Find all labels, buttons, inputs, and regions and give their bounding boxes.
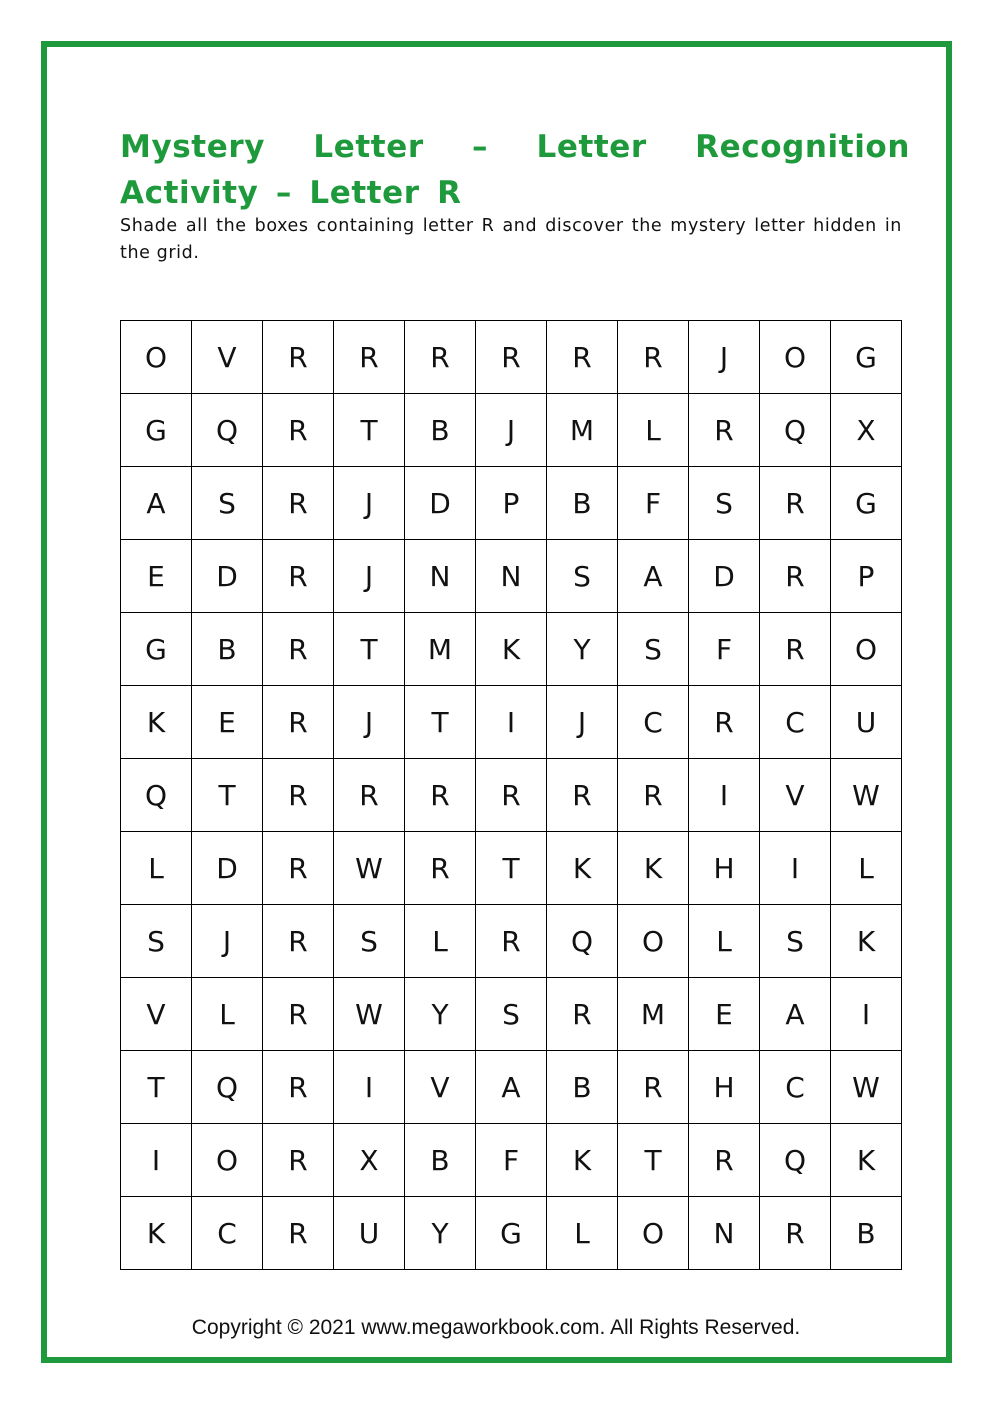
grid-cell[interactable]: R bbox=[618, 321, 689, 394]
grid-row bbox=[121, 394, 902, 467]
grid-cell[interactable]: S bbox=[334, 905, 405, 978]
grid-cell[interactable]: R bbox=[476, 759, 547, 832]
grid-cell[interactable]: R bbox=[263, 832, 334, 905]
grid-row bbox=[121, 905, 902, 978]
grid-cell[interactable]: V bbox=[192, 321, 263, 394]
grid-cell[interactable]: J bbox=[192, 905, 263, 978]
grid-cell[interactable]: R bbox=[334, 321, 405, 394]
grid-row bbox=[121, 321, 902, 394]
grid-cell[interactable]: J bbox=[476, 394, 547, 467]
grid-cell[interactable]: O bbox=[618, 1197, 689, 1270]
grid-cell[interactable]: E bbox=[192, 686, 263, 759]
grid-cell[interactable]: R bbox=[263, 1197, 334, 1270]
grid-cell[interactable]: L bbox=[405, 905, 476, 978]
grid-cell[interactable]: U bbox=[334, 1197, 405, 1270]
grid-cell[interactable]: D bbox=[192, 540, 263, 613]
grid-cell[interactable]: I bbox=[689, 759, 760, 832]
grid-cell[interactable]: H bbox=[689, 1051, 760, 1124]
grid-cell[interactable]: K bbox=[547, 832, 618, 905]
grid-cell[interactable]: G bbox=[831, 467, 902, 540]
grid-cell[interactable]: O bbox=[760, 321, 831, 394]
grid-row bbox=[121, 613, 902, 686]
grid-cell[interactable]: G bbox=[121, 613, 192, 686]
grid-cell[interactable]: L bbox=[547, 1197, 618, 1270]
grid-cell[interactable]: R bbox=[689, 1124, 760, 1197]
grid-cell[interactable]: I bbox=[334, 1051, 405, 1124]
grid-cell[interactable]: Q bbox=[760, 1124, 831, 1197]
grid-cell[interactable]: M bbox=[547, 394, 618, 467]
grid-cell[interactable]: Q bbox=[192, 394, 263, 467]
grid-cell[interactable]: J bbox=[334, 686, 405, 759]
grid-row bbox=[121, 686, 902, 759]
grid-cell[interactable]: R bbox=[263, 759, 334, 832]
grid-cell[interactable]: R bbox=[263, 394, 334, 467]
grid-cell[interactable]: R bbox=[689, 686, 760, 759]
grid-cell[interactable]: C bbox=[760, 1051, 831, 1124]
grid-cell[interactable]: R bbox=[263, 467, 334, 540]
grid-cell[interactable]: R bbox=[263, 905, 334, 978]
grid-row bbox=[121, 832, 902, 905]
grid-cell[interactable]: C bbox=[192, 1197, 263, 1270]
grid-cell[interactable]: R bbox=[263, 321, 334, 394]
grid-cell[interactable]: X bbox=[334, 1124, 405, 1197]
grid-cell[interactable]: M bbox=[618, 978, 689, 1051]
grid-cell[interactable]: G bbox=[831, 321, 902, 394]
grid-cell[interactable]: A bbox=[476, 1051, 547, 1124]
grid-cell[interactable]: W bbox=[831, 759, 902, 832]
grid-cell[interactable]: O bbox=[121, 321, 192, 394]
grid-cell[interactable]: J bbox=[334, 540, 405, 613]
grid-cell[interactable]: R bbox=[547, 321, 618, 394]
grid-cell[interactable]: I bbox=[831, 978, 902, 1051]
grid-cell[interactable]: T bbox=[405, 686, 476, 759]
grid-row bbox=[121, 467, 902, 540]
grid-cell[interactable]: E bbox=[689, 978, 760, 1051]
grid-cell[interactable]: B bbox=[405, 1124, 476, 1197]
grid-cell[interactable]: F bbox=[689, 613, 760, 686]
grid-cell[interactable]: O bbox=[831, 613, 902, 686]
grid-cell[interactable]: S bbox=[476, 978, 547, 1051]
grid-row bbox=[121, 1197, 902, 1270]
grid-cell[interactable]: C bbox=[618, 686, 689, 759]
grid-cell[interactable]: I bbox=[476, 686, 547, 759]
grid-cell[interactable]: L bbox=[121, 832, 192, 905]
grid-cell[interactable]: P bbox=[831, 540, 902, 613]
copyright-footer: Copyright © 2021 www.megaworkbook.com. All Rights Reserved. bbox=[191, 1316, 801, 1339]
grid-cell[interactable]: R bbox=[476, 905, 547, 978]
grid-cell[interactable]: N bbox=[405, 540, 476, 613]
grid-cell[interactable]: M bbox=[405, 613, 476, 686]
grid-cell[interactable]: B bbox=[547, 467, 618, 540]
grid-cell[interactable]: D bbox=[405, 467, 476, 540]
grid-cell[interactable]: S bbox=[689, 467, 760, 540]
grid-cell[interactable]: R bbox=[263, 978, 334, 1051]
grid-row bbox=[121, 759, 902, 832]
grid-cell[interactable]: Q bbox=[192, 1051, 263, 1124]
grid-cell[interactable]: B bbox=[831, 1197, 902, 1270]
grid-cell[interactable]: A bbox=[121, 467, 192, 540]
grid-cell[interactable]: D bbox=[192, 832, 263, 905]
grid-cell[interactable]: R bbox=[263, 1051, 334, 1124]
letter-grid bbox=[120, 320, 902, 1270]
grid-cell[interactable]: G bbox=[121, 394, 192, 467]
grid-cell[interactable]: F bbox=[476, 1124, 547, 1197]
grid-cell[interactable]: H bbox=[689, 832, 760, 905]
grid-cell[interactable]: I bbox=[121, 1124, 192, 1197]
grid-cell[interactable]: W bbox=[831, 1051, 902, 1124]
grid-cell[interactable]: W bbox=[334, 978, 405, 1051]
grid-cell[interactable]: L bbox=[192, 978, 263, 1051]
grid-cell[interactable]: R bbox=[263, 686, 334, 759]
grid-cell[interactable]: U bbox=[831, 686, 902, 759]
grid-cell[interactable]: T bbox=[192, 759, 263, 832]
grid-cell[interactable]: J bbox=[334, 467, 405, 540]
grid-cell[interactable]: R bbox=[334, 759, 405, 832]
grid-row bbox=[121, 978, 902, 1051]
grid-cell[interactable]: W bbox=[334, 832, 405, 905]
grid-cell[interactable]: K bbox=[121, 1197, 192, 1270]
grid-cell[interactable]: A bbox=[618, 540, 689, 613]
grid-cell[interactable]: O bbox=[192, 1124, 263, 1197]
grid-cell[interactable]: Q bbox=[121, 759, 192, 832]
grid-cell[interactable]: K bbox=[831, 1124, 902, 1197]
grid-cell[interactable]: T bbox=[334, 613, 405, 686]
grid-cell[interactable]: N bbox=[689, 1197, 760, 1270]
grid-cell[interactable]: R bbox=[405, 832, 476, 905]
grid-cell[interactable]: N bbox=[476, 540, 547, 613]
grid-cell[interactable]: I bbox=[760, 832, 831, 905]
grid-cell[interactable]: L bbox=[831, 832, 902, 905]
grid-cell[interactable]: R bbox=[405, 321, 476, 394]
grid-cell[interactable]: T bbox=[121, 1051, 192, 1124]
grid-cell[interactable]: X bbox=[831, 394, 902, 467]
grid-cell[interactable]: R bbox=[547, 759, 618, 832]
grid-cell[interactable]: K bbox=[121, 686, 192, 759]
grid-cell[interactable]: S bbox=[618, 613, 689, 686]
grid-row bbox=[121, 540, 902, 613]
worksheet-title: Mystery Letter – Letter Recognition Activity – Letter R bbox=[120, 129, 910, 211]
grid-cell[interactable]: T bbox=[334, 394, 405, 467]
grid-cell[interactable]: K bbox=[547, 1124, 618, 1197]
grid-row bbox=[121, 1051, 902, 1124]
grid-cell[interactable]: S bbox=[192, 467, 263, 540]
grid-cell[interactable]: R bbox=[760, 467, 831, 540]
grid-cell[interactable]: O bbox=[618, 905, 689, 978]
grid-cell[interactable]: R bbox=[476, 321, 547, 394]
grid-cell[interactable]: G bbox=[476, 1197, 547, 1270]
grid-cell[interactable]: K bbox=[476, 613, 547, 686]
grid-cell[interactable]: D bbox=[689, 540, 760, 613]
grid-cell[interactable]: R bbox=[760, 540, 831, 613]
instructions-text: Shade all the boxes containing letter R and discover the mystery letter hidden in the grid. bbox=[120, 216, 902, 263]
grid-cell[interactable]: Q bbox=[760, 394, 831, 467]
grid-cell[interactable]: K bbox=[618, 832, 689, 905]
grid-cell[interactable]: K bbox=[831, 905, 902, 978]
grid-cell[interactable]: C bbox=[760, 686, 831, 759]
grid-cell[interactable]: V bbox=[760, 759, 831, 832]
grid-cell[interactable]: J bbox=[689, 321, 760, 394]
grid-cell[interactable]: E bbox=[121, 540, 192, 613]
grid-cell[interactable]: R bbox=[618, 759, 689, 832]
grid-cell[interactable]: S bbox=[760, 905, 831, 978]
grid-cell[interactable]: Q bbox=[547, 905, 618, 978]
grid-cell[interactable]: S bbox=[547, 540, 618, 613]
grid-cell[interactable]: S bbox=[121, 905, 192, 978]
grid-cell[interactable]: R bbox=[547, 978, 618, 1051]
grid-cell[interactable]: B bbox=[405, 394, 476, 467]
grid-cell[interactable]: L bbox=[618, 394, 689, 467]
grid-cell[interactable]: R bbox=[760, 1197, 831, 1270]
grid-cell[interactable]: T bbox=[618, 1124, 689, 1197]
grid-cell[interactable]: Y bbox=[405, 978, 476, 1051]
grid-cell[interactable]: V bbox=[405, 1051, 476, 1124]
grid-cell[interactable]: R bbox=[618, 1051, 689, 1124]
grid-cell[interactable]: A bbox=[760, 978, 831, 1051]
grid-cell[interactable]: R bbox=[689, 394, 760, 467]
grid-cell[interactable]: R bbox=[263, 1124, 334, 1197]
grid-cell[interactable]: R bbox=[760, 613, 831, 686]
grid-row bbox=[121, 1124, 902, 1197]
grid-cell[interactable]: R bbox=[263, 540, 334, 613]
grid-cell[interactable]: R bbox=[263, 613, 334, 686]
grid-cell[interactable]: L bbox=[689, 905, 760, 978]
grid-cell[interactable]: J bbox=[547, 686, 618, 759]
grid-cell[interactable]: Y bbox=[547, 613, 618, 686]
grid-cell[interactable]: T bbox=[476, 832, 547, 905]
grid-cell[interactable]: Y bbox=[405, 1197, 476, 1270]
grid-cell[interactable]: R bbox=[405, 759, 476, 832]
grid-cell[interactable]: F bbox=[618, 467, 689, 540]
grid-cell[interactable]: P bbox=[476, 467, 547, 540]
grid-cell[interactable]: B bbox=[547, 1051, 618, 1124]
grid-cell[interactable]: B bbox=[192, 613, 263, 686]
grid-cell[interactable]: V bbox=[121, 978, 192, 1051]
